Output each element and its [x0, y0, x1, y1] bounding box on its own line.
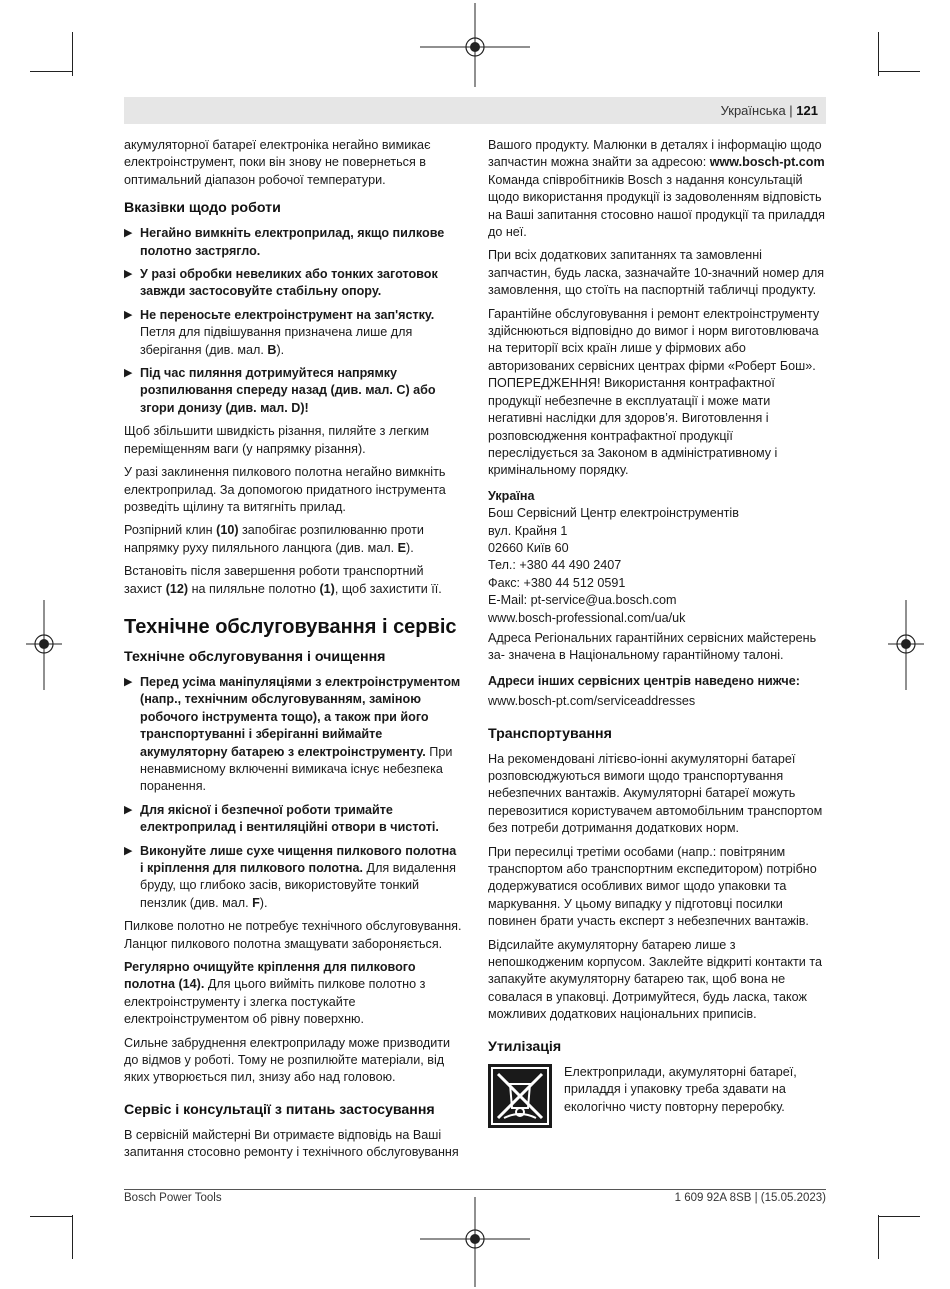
paragraph: В сервісній майстерні Ви отримаєте відповідь на Ваші запитання стосовно ремонту і технічного обслуговування — [124, 1127, 459, 1160]
bullet-text: Під час пиляння дотримуйтеся напрямку розпилювання спереду назад (див. мал. C) або згори донизу (див. мал. D)! — [140, 366, 436, 415]
text: Розпірний клин — [124, 523, 217, 538]
website-link[interactable]: www.bosch-pt.com — [709, 155, 825, 170]
section-heading-transport: Транспортування — [488, 725, 612, 742]
bullet-text: ). — [276, 342, 285, 357]
bullet-text: ). — [259, 895, 268, 910]
page-header — [124, 97, 826, 124]
bullet-text: Для якісної і безпечної роботи тримайте електроприлад і вентиляційні отвори в чистоті. — [140, 802, 439, 835]
crop-mark — [878, 1215, 879, 1259]
triangle-bullet-icon: ▶ — [124, 675, 133, 688]
part-number: (1) — [319, 581, 335, 596]
right-column — [488, 137, 826, 1128]
paragraph — [124, 959, 462, 1029]
email[interactable]: E-Mail: pt-service@ua.bosch.com — [488, 593, 677, 608]
paragraph: При всіх додаткових запитаннях та замовленні запчастин, будь ласка, зазначайте 10‑значний номер для замовлення, що стоїть на паспортній табличці продукту. — [488, 248, 825, 298]
text: на пиляльне полотно — [188, 581, 320, 596]
crop-mark — [878, 71, 920, 72]
paragraph: Щоб збільшити швидкість різання, пиляйте з легким переміщенням ваги (у напрямку різання). — [124, 424, 430, 456]
paragraph: При пересилці третіми особами (напр.: повітряним транспортом або транспортним експедитором) потрібно додержуватися особливих вимог щодо упаковки та маркування. У цьому випадку у підготовці посилки повинен брати участь експерт з небезпечних вантажів. — [488, 844, 817, 929]
footer-doc-number: 1 609 92A 8SB | (15.05.2023) — [674, 1192, 826, 1204]
text: , щоб захистити її. — [334, 581, 442, 596]
header-language: Українська — [720, 103, 786, 118]
bullet-text: При ненавмисному включенні вимикача існує небезпека поранення. — [140, 744, 453, 794]
phone: Тел.: +380 44 490 2407 — [488, 558, 622, 573]
recycling-crossed-bin-icon — [488, 1064, 552, 1128]
bullet-item — [124, 674, 462, 796]
bullet-bold: Не переносьте електроінструмент на зап'ястку. — [140, 307, 435, 322]
website-link[interactable]: www.bosch-professional.com/ua/uk — [488, 610, 686, 625]
crop-mark — [30, 71, 72, 72]
paragraph — [124, 563, 462, 598]
paragraph — [488, 137, 826, 172]
part-number: (12) — [165, 581, 189, 596]
section-heading-disposal: Утилізація — [488, 1038, 562, 1055]
bullet-item — [124, 266, 462, 301]
registration-mark-icon — [888, 600, 924, 690]
paragraph: Адреса Регіональних гарантійних сервісних майстерень за‑ значена в Національному гарантійному талоні. — [488, 630, 817, 663]
country-heading: Україна — [488, 488, 535, 503]
bullet-text: Для видалення бруду, що глибоко засів, використовуйте тонкий пензлик (див. мал. — [140, 861, 456, 910]
bullet-text: У разі обробки невеликих або тонких заготовок завжди застосовуйте стабільну опору. — [140, 267, 438, 299]
paragraph: акумуляторної батареї електроніка негайно вимикає електроінструмент, поки він знову не повернеться в оптимальний діапазон робочої температури. — [124, 138, 431, 187]
bullet-text: Негайно вимкніть електроприлад, якщо пилкове полотно застрягло. — [140, 226, 445, 258]
address-block — [488, 488, 826, 627]
paragraph — [124, 522, 462, 557]
header-text: Українська | 121 — [720, 103, 818, 118]
bullet-bold: Виконуйте лише сухе чищення пилкового полотна і кріплення для пилкового полотна. — [140, 843, 457, 875]
bullet-bold: Перед усіма маніпуляціями з електроінструментом (напр., технічним обслуговуванням, заміною робочого інструмента тощо), а також при його транспортуванні і зберіганні виймайте акумуляторну батарею з електроінструменту. — [140, 674, 461, 759]
bullet-item — [124, 843, 462, 913]
triangle-bullet-icon: ▶ — [124, 367, 133, 380]
figure-ref: B — [267, 342, 277, 357]
paragraph: Гарантійне обслуговування і ремонт електроінструменту здійснюються відповідно до вимог і норм виготовлювача на території всіх країн лише у фірмових або авторизованих сервісних центрах фірми «Роберт Бош». ПОПЕРЕДЖЕННЯ! Використання контрафактної продукції небезпечне в експлуатації і може мати негативні наслідки для здоров’я. Виготовлення і розповсюдження контрафактної продукції переслідується за Законом в адміністративному і кримінальному порядку. — [488, 306, 820, 478]
address-line: вул. Крайня 1 — [488, 523, 568, 538]
registration-mark-icon — [26, 600, 62, 690]
text: Для цього вийміть пилкове полотно з електроінструменту і злегка постукайте електроінструментом об рівну поверхню. — [124, 977, 426, 1027]
text: запобігає розпилюванню проти напрямку руху пиляльного ланцюга (див. мал. — [124, 523, 424, 555]
section-heading-clean: Технічне обслуговування і очищення — [124, 648, 386, 665]
triangle-bullet-icon: ▶ — [124, 308, 133, 321]
footer-brand: Bosch Power Tools — [124, 1192, 222, 1204]
registration-mark-icon — [420, 3, 530, 87]
left-column — [124, 137, 462, 1168]
paragraph: Сильне забруднення електроприладу може призводити до відмов у роботі. Тому не розпилюйте матеріали, від яких утворюється пил, знизу або над головою. — [124, 1035, 451, 1085]
registration-mark-icon — [420, 1197, 530, 1287]
address-line: Бош Сервісний Центр електроінструментів — [488, 506, 739, 521]
other-centers-heading: Адреси інших сервісних центрів наведено нижче: — [488, 673, 800, 688]
text: Вашого продукту. Малюнки в деталях і інформацію щодо запчастин можна знайти за адресою: — [488, 138, 822, 170]
figure-ref: F — [252, 895, 260, 910]
triangle-bullet-icon: ▶ — [124, 268, 133, 281]
page-number: 121 — [796, 103, 818, 118]
bullet-item — [124, 307, 462, 359]
paragraph: На рекомендовані літієво-іонні акумуляторні батареї розповсюджуються вимоги щодо транспортування небезпечних вантажів. Акумуляторні батареї можуть перевозитися користувачем автомобільним транспортом без потреби дотримання додаткових норм. — [488, 751, 823, 836]
part-number: (10) — [216, 523, 239, 538]
paragraph: Пилкове полотно не потребує технічного обслуговування. Ланцюг пилкового полотна змащувати забороняється. — [124, 919, 462, 951]
triangle-bullet-icon: ▶ — [124, 844, 133, 857]
paragraph: У разі заклинення пилкового полотна негайно вимкніть електроприлад. За допомогою придатного інструмента розведіть щілину та витягніть прилад. — [124, 465, 446, 514]
crop-mark — [878, 1216, 920, 1217]
bullet-item — [124, 802, 462, 837]
figure-ref: E — [397, 540, 406, 555]
address-line: 02660 Київ 60 — [488, 540, 569, 555]
website-link[interactable]: www.bosch-pt.com/serviceaddresses — [488, 694, 696, 709]
crop-mark — [878, 32, 879, 76]
bullet-text: Петля для підвішування призначена лише для зберігання (див. мал. — [140, 325, 413, 357]
fax: Факс: +380 44 512 0591 — [488, 575, 626, 590]
disposal-block — [488, 1064, 826, 1128]
crop-mark — [72, 1215, 73, 1259]
section-heading-service: Сервіс і консультації з питань застосування — [124, 1101, 435, 1118]
triangle-bullet-icon: ▶ — [124, 803, 133, 816]
crop-mark — [72, 32, 73, 76]
bullet-item — [124, 225, 462, 260]
triangle-bullet-icon: ▶ — [124, 227, 133, 240]
text: ). — [406, 540, 414, 555]
main-heading: Технічне обслуговування і сервіс — [124, 615, 457, 638]
crop-mark — [30, 1216, 72, 1217]
text: Встановіть після завершення роботи транспортний захист — [124, 564, 424, 596]
disposal-text: Електроприлади, акумуляторні батареї, приладдя і упаковку треба здавати на екологічно чисту повторну переробку. — [564, 1064, 797, 1114]
paragraph: Відсилайте акумуляторну батарею лише з непошкодженим корпусом. Заклейте відкриті контакти та запакуйте акумуляторну батарею так, щоб вона не совалася в упаковці. Дотримуйтеся, будь ласка, також можливих додаткових національних приписів. — [488, 937, 822, 1022]
bullet-item — [124, 365, 462, 417]
section-heading-work: Вказівки щодо роботи — [124, 200, 281, 217]
footer-divider — [124, 1189, 826, 1190]
paragraph: Команда співробітників Bosch з надання консультацій щодо використання продукції із задоволенням відповість на Ваші запитання стосовно нашої продукції та приладдя до неї. — [488, 172, 825, 240]
text-bold: Регулярно очищуйте кріплення для пилкового полотна (14). — [124, 960, 416, 992]
